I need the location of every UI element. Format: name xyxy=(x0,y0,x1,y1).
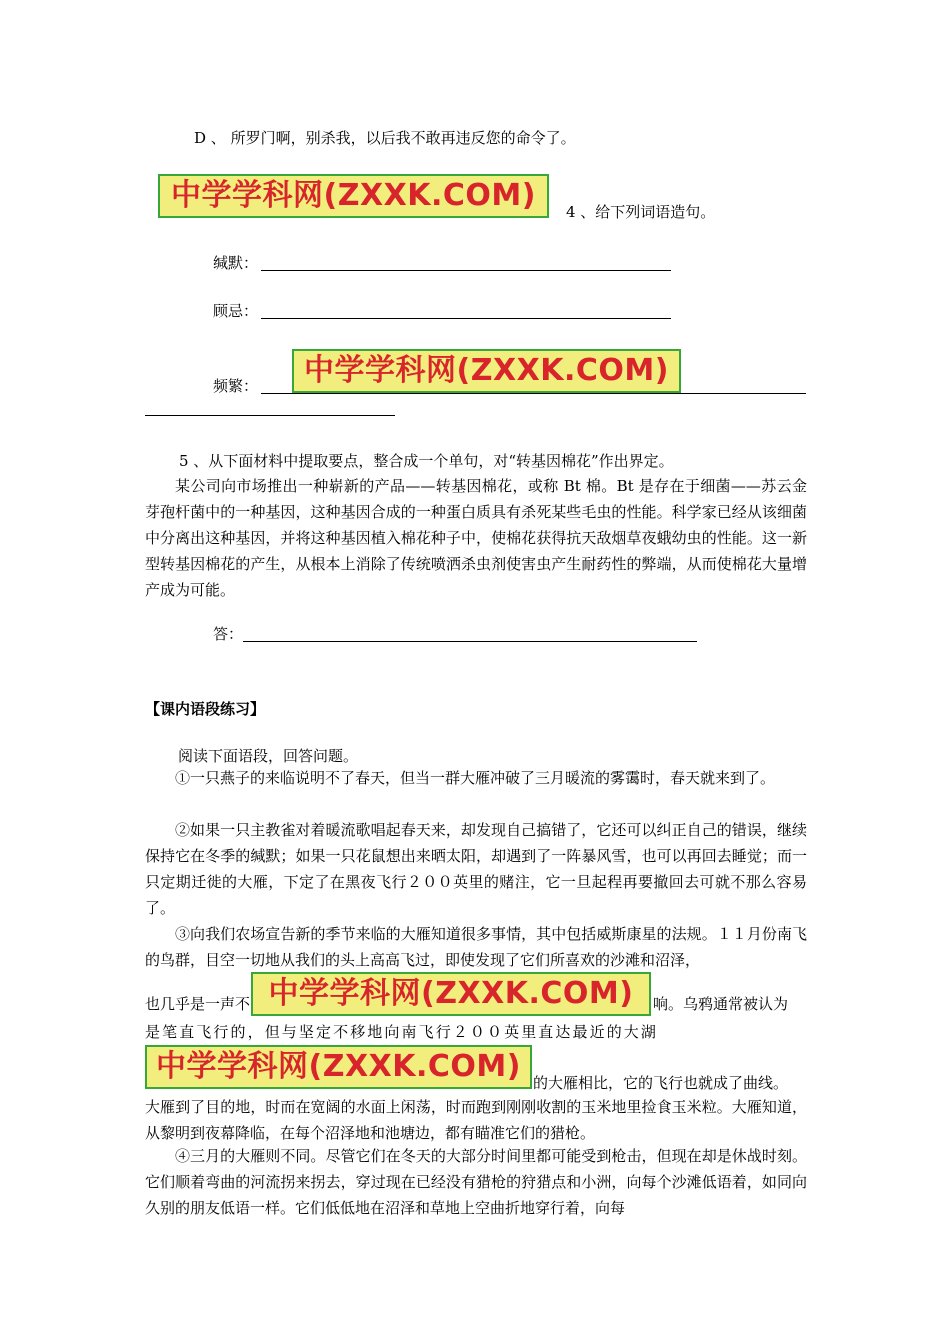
paragraph-4: ④三月的大雁则不同。尽管它们在冬天的大部分时间里都可能受到枪击，但现在却是休战时刻。它们顺着弯曲的河流拐来拐去，穿过现在已经没有猎枪的狩猎点和小洲，向每个沙滩低语着，如同向久别的朋友低语一样。它们低低地在沼泽和草地上空曲折地穿行着，向每 xyxy=(145,1147,807,1217)
paragraph-3-text: 的大雁相比，它的飞行也就成了曲线。 xyxy=(533,1074,789,1092)
option-d: D 、 所罗门啊，别杀我，以后我不敢再违反您的命令了。 xyxy=(194,129,576,147)
q4-item-label: 频繁： xyxy=(213,377,259,395)
answer-blank-line[interactable] xyxy=(243,641,697,642)
paragraph-2: ②如果一只主教雀对着暖流歌唱起春天来，却发现自己搞错了，它还可以纠正自己的错误，继续保持它在冬季的缄默；如果一只花鼠想出来晒太阳，却遇到了一阵暴风雪，也可以再回去睡觉；而一只定期迁徙的大雁，下定了在黑夜飞行２００英里的赌注，它一旦起程再要撤回去可就不那么容易了。 xyxy=(145,821,807,917)
watermark-logo: 中学学科网(ZXXK.COM) xyxy=(158,174,549,218)
answer-label: 答： xyxy=(213,625,244,643)
paragraph-3-end: 大雁到了目的地，时而在宽阔的水面上闲荡，时而跑到刚刚收割的玉米地里捡食玉米粒。大雁知道，从黎明到夜幕降临，在每个沼泽地和池塘边，都有瞄准它们的猎枪。 xyxy=(145,1098,807,1142)
paragraph-1: ①一只燕子的来临说明不了春天，但当一群大雁冲破了三月暖流的雾霭时，春天就来到了。 xyxy=(175,769,776,787)
answer-blank-line[interactable] xyxy=(261,270,671,271)
reading-intro: 阅读下面语段，回答问题。 xyxy=(178,747,359,765)
paragraph-3-text: 响。乌鸦通常被认为 xyxy=(653,995,789,1013)
answer-blank-line[interactable] xyxy=(261,318,671,319)
answer-blank-line[interactable] xyxy=(145,415,395,416)
section-heading: 【课内语段练习】 xyxy=(145,700,266,718)
watermark-logo: 中学学科网(ZXXK.COM) xyxy=(145,1045,532,1089)
q5-material: 某公司向市场推出一种崭新的产品——转基因棉花，或称 Bt 棉。Bt 是存在于细菌——苏云金芽孢杆菌中的一种基因，这种基因合成的一种蛋白质具有杀死某些毛虫的性能。科学家已经从该细菌中分离出这种基因，并将这种基因植入棉花种子中，使棉花获得抗天敌烟草夜蛾幼虫的性能。这一新型转基因棉花的产生，从根本上消除了传统喷洒杀虫剂使害虫产生耐药性的弊端，从而使棉花大量增产成为可能。 xyxy=(145,477,807,599)
watermark-logo: 中学学科网(ZXXK.COM) xyxy=(292,349,681,393)
q5-title: 5 、从下面材料中提取要点，整合成一个单句，对“转基因棉花”作出界定。 xyxy=(179,452,674,470)
paragraph-3-text: 也几乎是一声不 xyxy=(145,995,251,1013)
watermark-logo: 中学学科网(ZXXK.COM) xyxy=(251,972,651,1016)
paragraph-3-text: 是笔直飞行的，但与坚定不移地向南飞行２００英里直达最近的大湖 xyxy=(145,1023,659,1041)
q4-title: 4 、给下列词语造句。 xyxy=(566,203,716,221)
answer-blank-line[interactable] xyxy=(261,393,806,394)
q4-item-label: 缄默： xyxy=(213,254,259,272)
paragraph-3-start: ③向我们农场宣告新的季节来临的大雁知道很多事情，其中包括威斯康星的法规。１１月份南飞的鸟群，目空一切地从我们的头上高高飞过，即使发现了它们所喜欢的沙滩和沼泽， xyxy=(145,925,807,969)
q4-item-label: 顾忌： xyxy=(213,302,259,320)
